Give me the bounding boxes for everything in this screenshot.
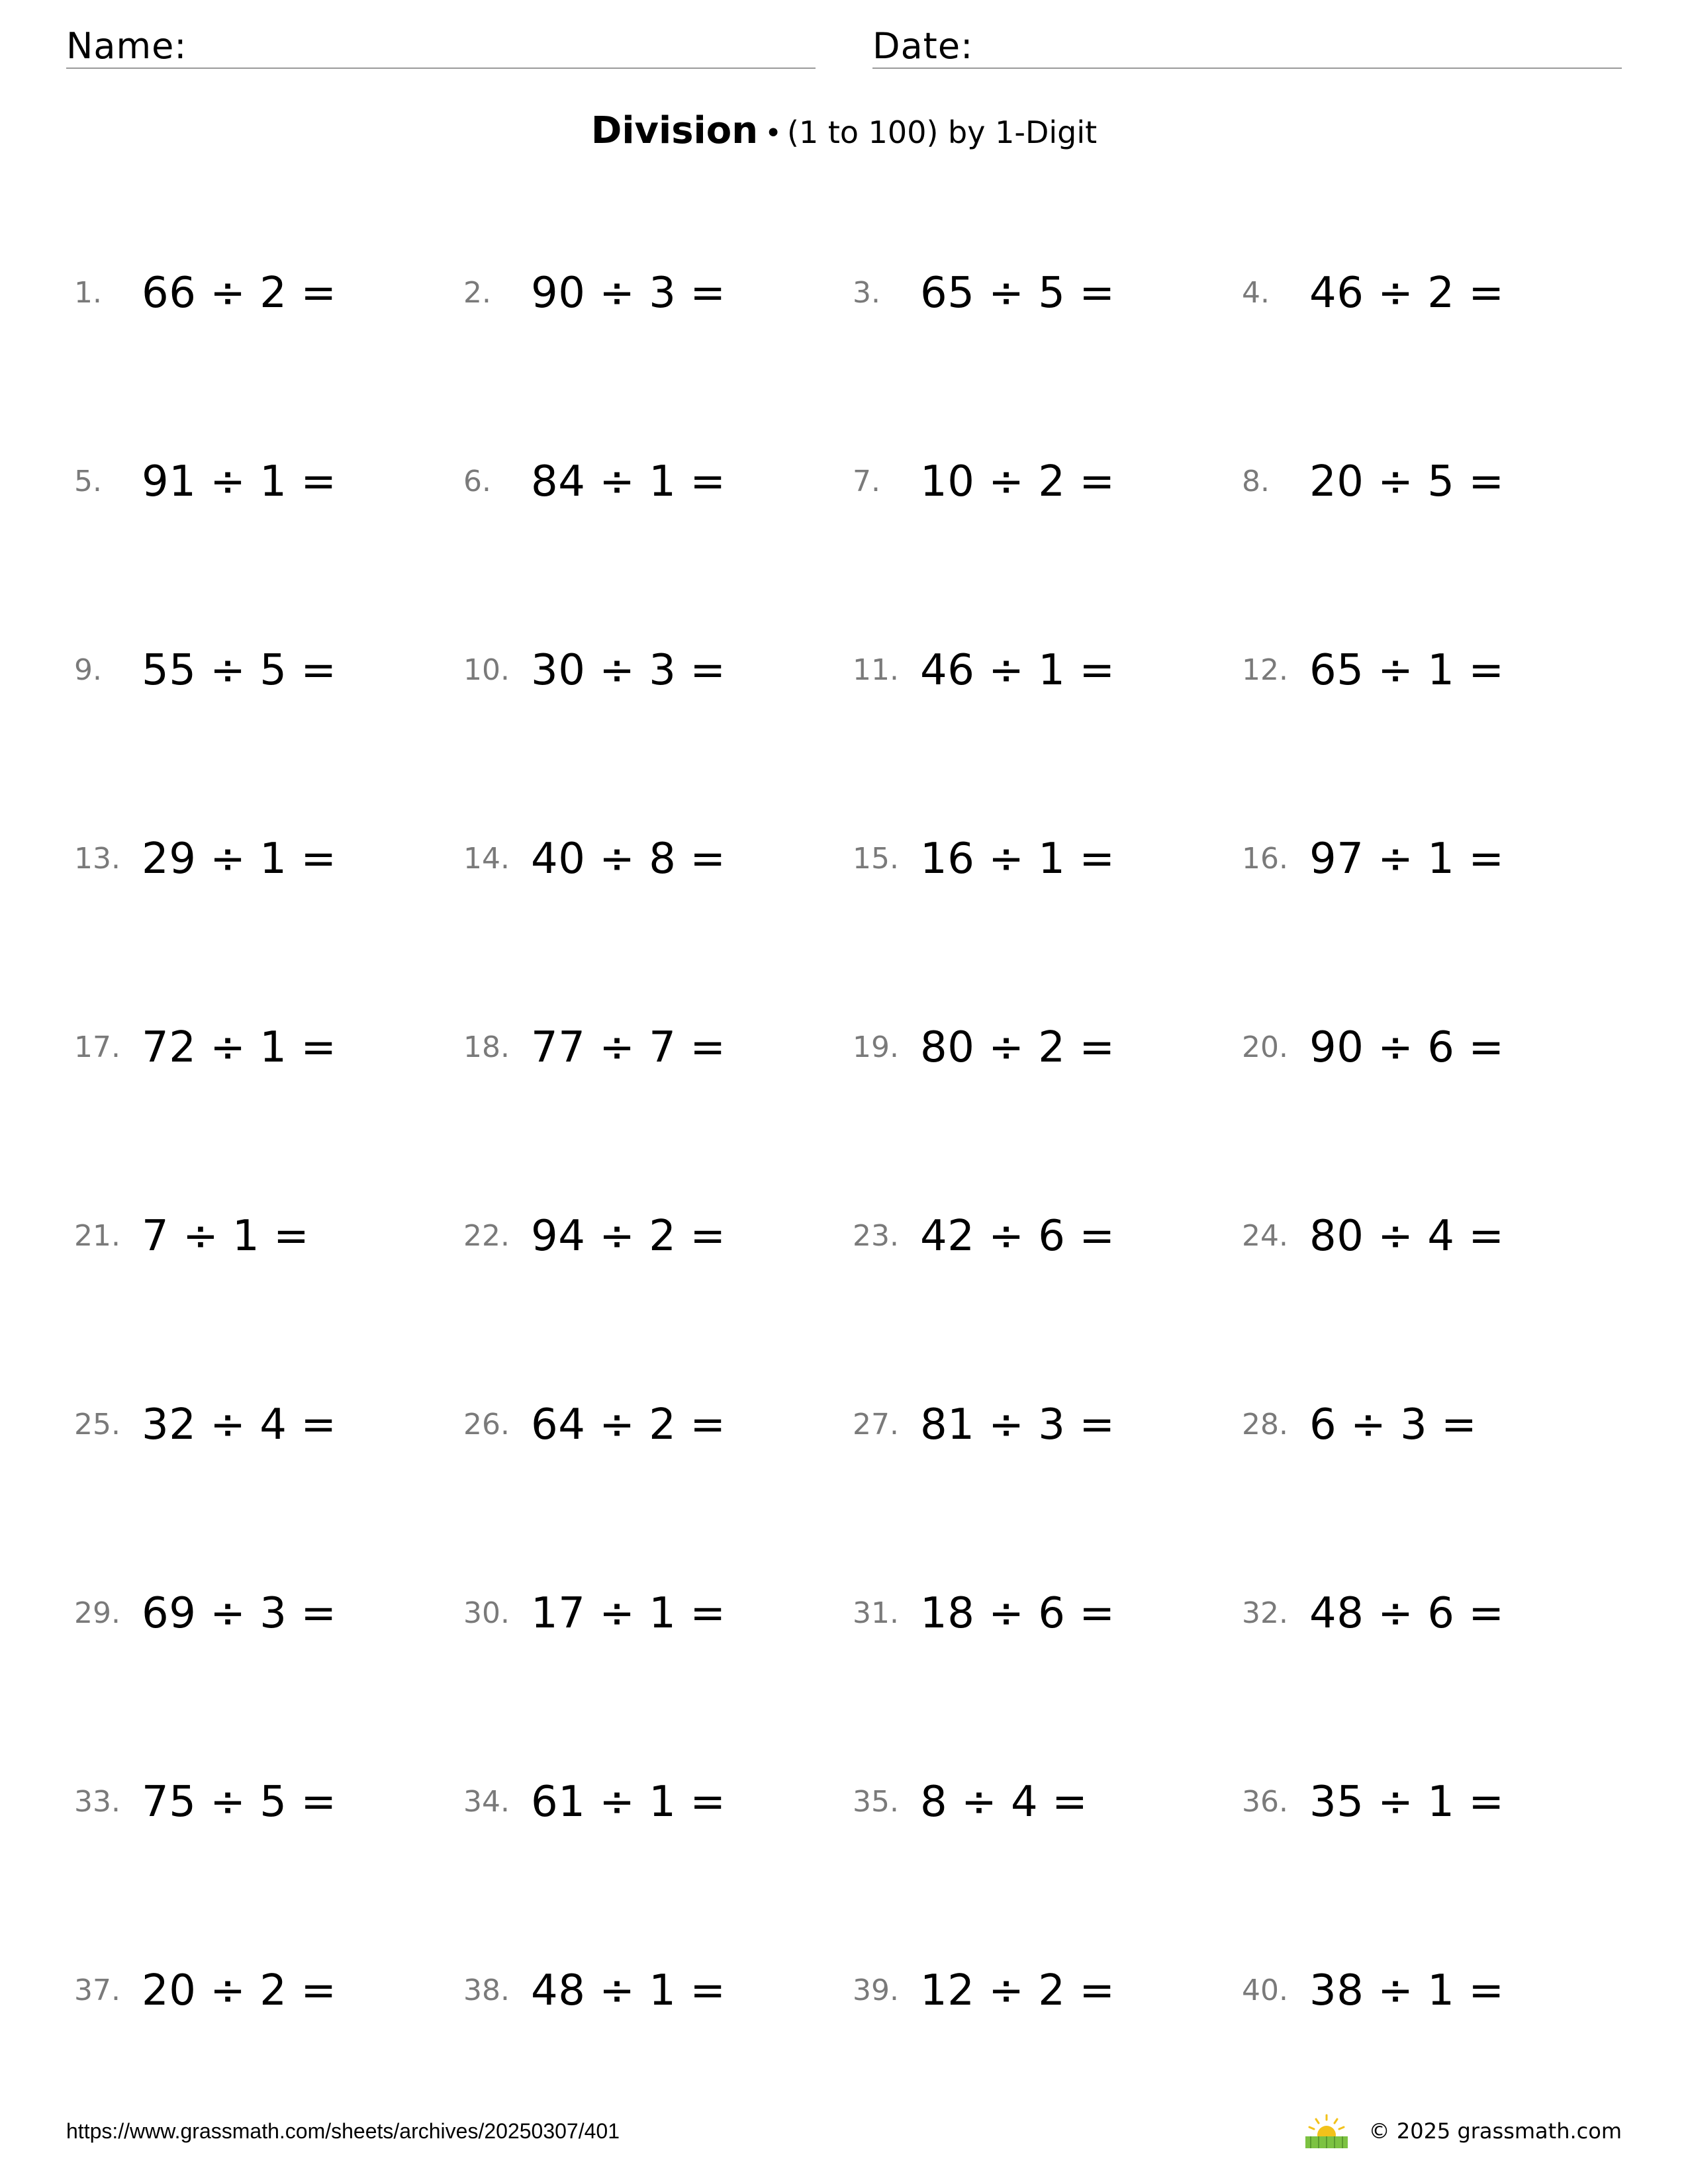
worksheet-title xyxy=(0,105,1688,166)
problem-expression: 81 ÷ 3 = xyxy=(920,1400,1115,1449)
problem-number: 1. xyxy=(74,276,102,310)
problem-expression: 80 ÷ 2 = xyxy=(920,1023,1115,1072)
footer-url: https://www.grassmath.com/sheets/archives/20250307/401 xyxy=(66,2119,620,2143)
problem-number: 35. xyxy=(853,1785,899,1819)
problem-number: 37. xyxy=(74,1974,120,2007)
problem-item xyxy=(853,1330,1242,1519)
problem-expression: 38 ÷ 1 = xyxy=(1309,1966,1505,2015)
problem-expression: 91 ÷ 1 = xyxy=(142,457,337,506)
title-bullet: • xyxy=(765,116,782,150)
problem-expression: 77 ÷ 7 = xyxy=(531,1023,726,1072)
problem-item xyxy=(1242,1142,1631,1330)
problem-number: 2. xyxy=(463,276,491,310)
problem-item xyxy=(1242,1519,1631,1707)
problem-expression: 40 ÷ 8 = xyxy=(531,834,726,884)
problem-expression: 20 ÷ 5 = xyxy=(1309,457,1505,506)
problem-number: 36. xyxy=(1242,1785,1288,1819)
problem-item xyxy=(1242,576,1631,764)
problem-expression: 97 ÷ 1 = xyxy=(1309,834,1505,884)
problem-item xyxy=(74,199,463,387)
problem-expression: 17 ÷ 1 = xyxy=(531,1588,726,1638)
problem-item xyxy=(74,387,463,576)
problem-expression: 65 ÷ 1 = xyxy=(1309,645,1505,695)
problem-number: 28. xyxy=(1242,1408,1288,1441)
problem-number: 27. xyxy=(853,1408,899,1441)
title-main: Division xyxy=(590,109,759,152)
problem-number: 22. xyxy=(463,1219,510,1253)
problem-expression: 32 ÷ 4 = xyxy=(142,1400,337,1449)
problem-expression: 55 ÷ 5 = xyxy=(142,645,337,695)
problem-item xyxy=(74,1142,463,1330)
name-field[interactable] xyxy=(66,25,816,69)
problem-number: 6. xyxy=(463,465,491,498)
problem-item xyxy=(463,1519,853,1707)
problem-expression: 35 ÷ 1 = xyxy=(1309,1777,1505,1827)
problem-number: 21. xyxy=(74,1219,120,1253)
problem-item xyxy=(74,1519,463,1707)
problem-number: 8. xyxy=(1242,465,1270,498)
footer-copyright: © 2025 grassmath.com xyxy=(1368,2118,1622,2144)
problem-item xyxy=(463,1896,853,2085)
problem-grid xyxy=(0,199,1688,2091)
name-label: Name: xyxy=(66,25,187,67)
date-label: Date: xyxy=(872,25,974,67)
problem-number: 11. xyxy=(853,653,899,687)
problem-expression: 46 ÷ 1 = xyxy=(920,645,1115,695)
problem-number: 10. xyxy=(463,653,510,687)
problem-expression: 8 ÷ 4 = xyxy=(920,1777,1088,1827)
problem-item xyxy=(1242,953,1631,1142)
problem-number: 13. xyxy=(74,842,120,876)
problem-item xyxy=(463,1707,853,1896)
problem-expression: 84 ÷ 1 = xyxy=(531,457,726,506)
problem-expression: 64 ÷ 2 = xyxy=(531,1400,726,1449)
problem-expression: 10 ÷ 2 = xyxy=(920,457,1115,506)
problem-expression: 46 ÷ 2 = xyxy=(1309,268,1505,318)
problem-item xyxy=(1242,1707,1631,1896)
date-field[interactable] xyxy=(872,25,1622,69)
problem-item xyxy=(463,764,853,953)
problem-item xyxy=(463,1142,853,1330)
problem-number: 26. xyxy=(463,1408,510,1441)
problem-item xyxy=(853,576,1242,764)
problem-item xyxy=(463,387,853,576)
problem-expression: 16 ÷ 1 = xyxy=(920,834,1115,884)
problem-item xyxy=(74,764,463,953)
problem-number: 39. xyxy=(853,1974,899,2007)
problem-number: 3. xyxy=(853,276,880,310)
problem-number: 17. xyxy=(74,1030,120,1064)
problem-item xyxy=(853,764,1242,953)
problem-expression: 75 ÷ 5 = xyxy=(142,1777,337,1827)
problem-item xyxy=(74,953,463,1142)
problem-number: 29. xyxy=(74,1596,120,1630)
problem-expression: 90 ÷ 3 = xyxy=(531,268,726,318)
problem-expression: 30 ÷ 3 = xyxy=(531,645,726,695)
sun-over-grass-icon xyxy=(1303,2113,1350,2150)
problem-expression: 48 ÷ 1 = xyxy=(531,1966,726,2015)
problem-item xyxy=(1242,1330,1631,1519)
problem-number: 18. xyxy=(463,1030,510,1064)
problem-item xyxy=(463,953,853,1142)
problem-item xyxy=(853,387,1242,576)
problem-item xyxy=(853,1896,1242,2085)
problem-expression: 20 ÷ 2 = xyxy=(142,1966,337,2015)
problem-number: 16. xyxy=(1242,842,1288,876)
problem-item xyxy=(853,953,1242,1142)
problem-expression: 69 ÷ 3 = xyxy=(142,1588,337,1638)
problem-number: 25. xyxy=(74,1408,120,1441)
problem-expression: 7 ÷ 1 = xyxy=(142,1211,310,1261)
footer-brand xyxy=(1303,2111,1622,2151)
problem-number: 34. xyxy=(463,1785,510,1819)
problem-item xyxy=(463,576,853,764)
problem-expression: 61 ÷ 1 = xyxy=(531,1777,726,1827)
problem-number: 15. xyxy=(853,842,899,876)
problem-expression: 48 ÷ 6 = xyxy=(1309,1588,1505,1638)
problem-expression: 6 ÷ 3 = xyxy=(1309,1400,1477,1449)
problem-item xyxy=(463,199,853,387)
problem-number: 32. xyxy=(1242,1596,1288,1630)
problem-item xyxy=(463,1330,853,1519)
problem-number: 14. xyxy=(463,842,510,876)
problem-number: 23. xyxy=(853,1219,899,1253)
problem-number: 5. xyxy=(74,465,102,498)
problem-expression: 42 ÷ 6 = xyxy=(920,1211,1115,1261)
problem-expression: 72 ÷ 1 = xyxy=(142,1023,337,1072)
problem-expression: 90 ÷ 6 = xyxy=(1309,1023,1505,1072)
problem-number: 38. xyxy=(463,1974,510,2007)
problem-item xyxy=(1242,199,1631,387)
problem-item xyxy=(1242,1896,1631,2085)
problem-expression: 94 ÷ 2 = xyxy=(531,1211,726,1261)
problem-number: 40. xyxy=(1242,1974,1288,2007)
problem-number: 24. xyxy=(1242,1219,1288,1253)
problem-item xyxy=(1242,387,1631,576)
problem-number: 7. xyxy=(853,465,880,498)
problem-number: 20. xyxy=(1242,1030,1288,1064)
problem-item xyxy=(853,1142,1242,1330)
problem-item xyxy=(853,1707,1242,1896)
problem-expression: 18 ÷ 6 = xyxy=(920,1588,1115,1638)
problem-number: 19. xyxy=(853,1030,899,1064)
problem-number: 31. xyxy=(853,1596,899,1630)
problem-expression: 80 ÷ 4 = xyxy=(1309,1211,1505,1261)
problem-expression: 65 ÷ 5 = xyxy=(920,268,1115,318)
problem-item xyxy=(74,1707,463,1896)
problem-number: 33. xyxy=(74,1785,120,1819)
problem-item xyxy=(74,1896,463,2085)
problem-item xyxy=(74,576,463,764)
problem-expression: 66 ÷ 2 = xyxy=(142,268,337,318)
problem-expression: 29 ÷ 1 = xyxy=(142,834,337,884)
problem-item xyxy=(1242,764,1631,953)
problem-item xyxy=(853,199,1242,387)
problem-expression: 12 ÷ 2 = xyxy=(920,1966,1115,2015)
problem-item xyxy=(74,1330,463,1519)
problem-number: 30. xyxy=(463,1596,510,1630)
title-subtitle: (1 to 100) by 1-Digit xyxy=(787,114,1098,150)
problem-number: 4. xyxy=(1242,276,1270,310)
problem-number: 9. xyxy=(74,653,102,687)
problem-item xyxy=(853,1519,1242,1707)
problem-number: 12. xyxy=(1242,653,1288,687)
